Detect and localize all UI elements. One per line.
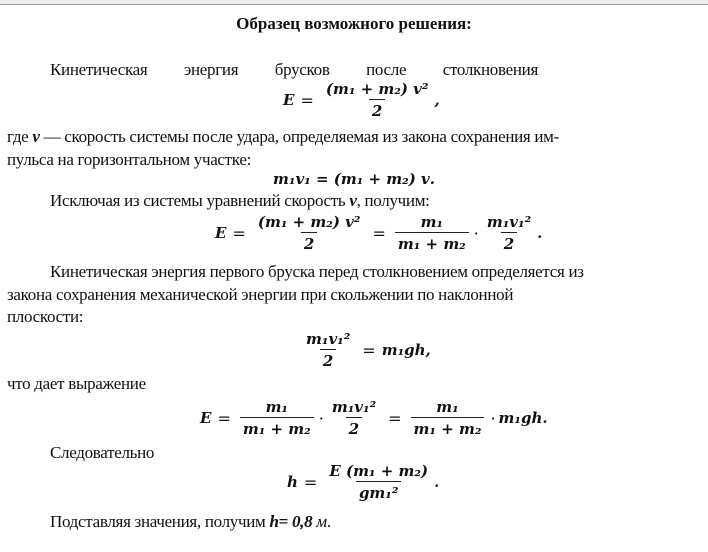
paragraph-velocity-definition-line1: где v — скорость системы после удара, определяемая из закона сохранения им- xyxy=(7,127,559,146)
punctuation: , xyxy=(434,91,440,109)
fraction: $\frac{\text{m₁}}{\text{m₁ + m₂}}$ xyxy=(395,213,469,253)
page-title: Образец возможного решения: xyxy=(236,14,472,33)
paragraph-excluding-velocity: Исключая из системы уравнений скорость v, получим: xyxy=(50,191,430,210)
fraction: $\frac{\text{m₁}}{\text{m₁ + m₂}}$ xyxy=(411,398,485,438)
paragraph-first-block-energy-line1: Кинетическая энергия первого бруска перед столкновением определяется из xyxy=(50,262,584,281)
numerator: (m₁ + m₂) v² xyxy=(325,80,429,98)
fraction: $\frac{\text{E (m₁ + m₂)}}{\text{gm₁²}}$ xyxy=(329,462,429,502)
fraction: $\frac{\text{m₁v₁²}}{2}$ xyxy=(331,398,377,438)
denominator: 2 xyxy=(369,99,385,120)
paragraph-result: Подставляя значения, получим h= 0,8 м. xyxy=(50,512,331,531)
fraction: $\frac{\text{m₁}}{\text{m₁ + m₂}}$ xyxy=(240,398,314,438)
formula-lhs: E xyxy=(283,91,295,109)
variable-v: v xyxy=(32,127,40,146)
window-top-divider xyxy=(0,4,708,5)
paragraph-which-gives: что дает выражение xyxy=(7,374,146,393)
formula-energy-substituted: E = $\frac{\text{(m₁ + m₂) v²}}{2}$ = $\frac{\text{m₁}}{\text{m₁ + m₂}}$ · $\frac{\text{m₁v₁²}}{2}$ . xyxy=(215,213,543,253)
paragraph-therefore: Следовательно xyxy=(50,443,155,462)
fraction xyxy=(323,80,432,120)
fraction: $\frac{\text{m₁v₁²}}{2}$ xyxy=(306,330,351,370)
formula-momentum-conservation: m₁v₁ = (m₁ + m₂) v . xyxy=(273,170,436,188)
variable-v: v xyxy=(349,191,357,210)
result-variable: h xyxy=(269,512,279,531)
formula-energy-expression: E = $\frac{\text{m₁}}{\text{m₁ + m₂}}$ · $\frac{\text{m₁v₁²}}{2}$ = $\frac{\text{m₁}}{\text{m₁ + m₂}}$ · m₁gh . xyxy=(200,398,548,438)
formula-kinetic-energy xyxy=(283,80,440,120)
fraction: $\frac{\text{(m₁ + m₂) v²}}{2}$ xyxy=(257,213,361,253)
equals-sign: = xyxy=(300,90,314,110)
paragraph-velocity-definition-line2: пульса на горизонтальном участке: xyxy=(7,150,252,169)
paragraph-kinetic-energy-intro: Кинетическая энергия брусков после столкновения xyxy=(50,60,538,79)
result-value: 0,8 xyxy=(291,512,313,531)
paragraph-first-block-energy-line3: плоскости: xyxy=(7,307,84,326)
fraction: $\frac{\text{m₁v₁²}}{2}$ xyxy=(486,213,532,253)
result-unit: м xyxy=(312,512,327,531)
formula-energy-conservation-slope: $\frac{\text{m₁v₁²}}{2}$ = m₁gh , xyxy=(300,330,431,370)
formula-height: h = $\frac{\text{E (m₁ + m₂)}}{\text{gm₁²}}$ . xyxy=(287,462,440,502)
paragraph-first-block-energy-line2: закона сохранения механической энергии при скольжении по наклонной xyxy=(7,285,514,304)
